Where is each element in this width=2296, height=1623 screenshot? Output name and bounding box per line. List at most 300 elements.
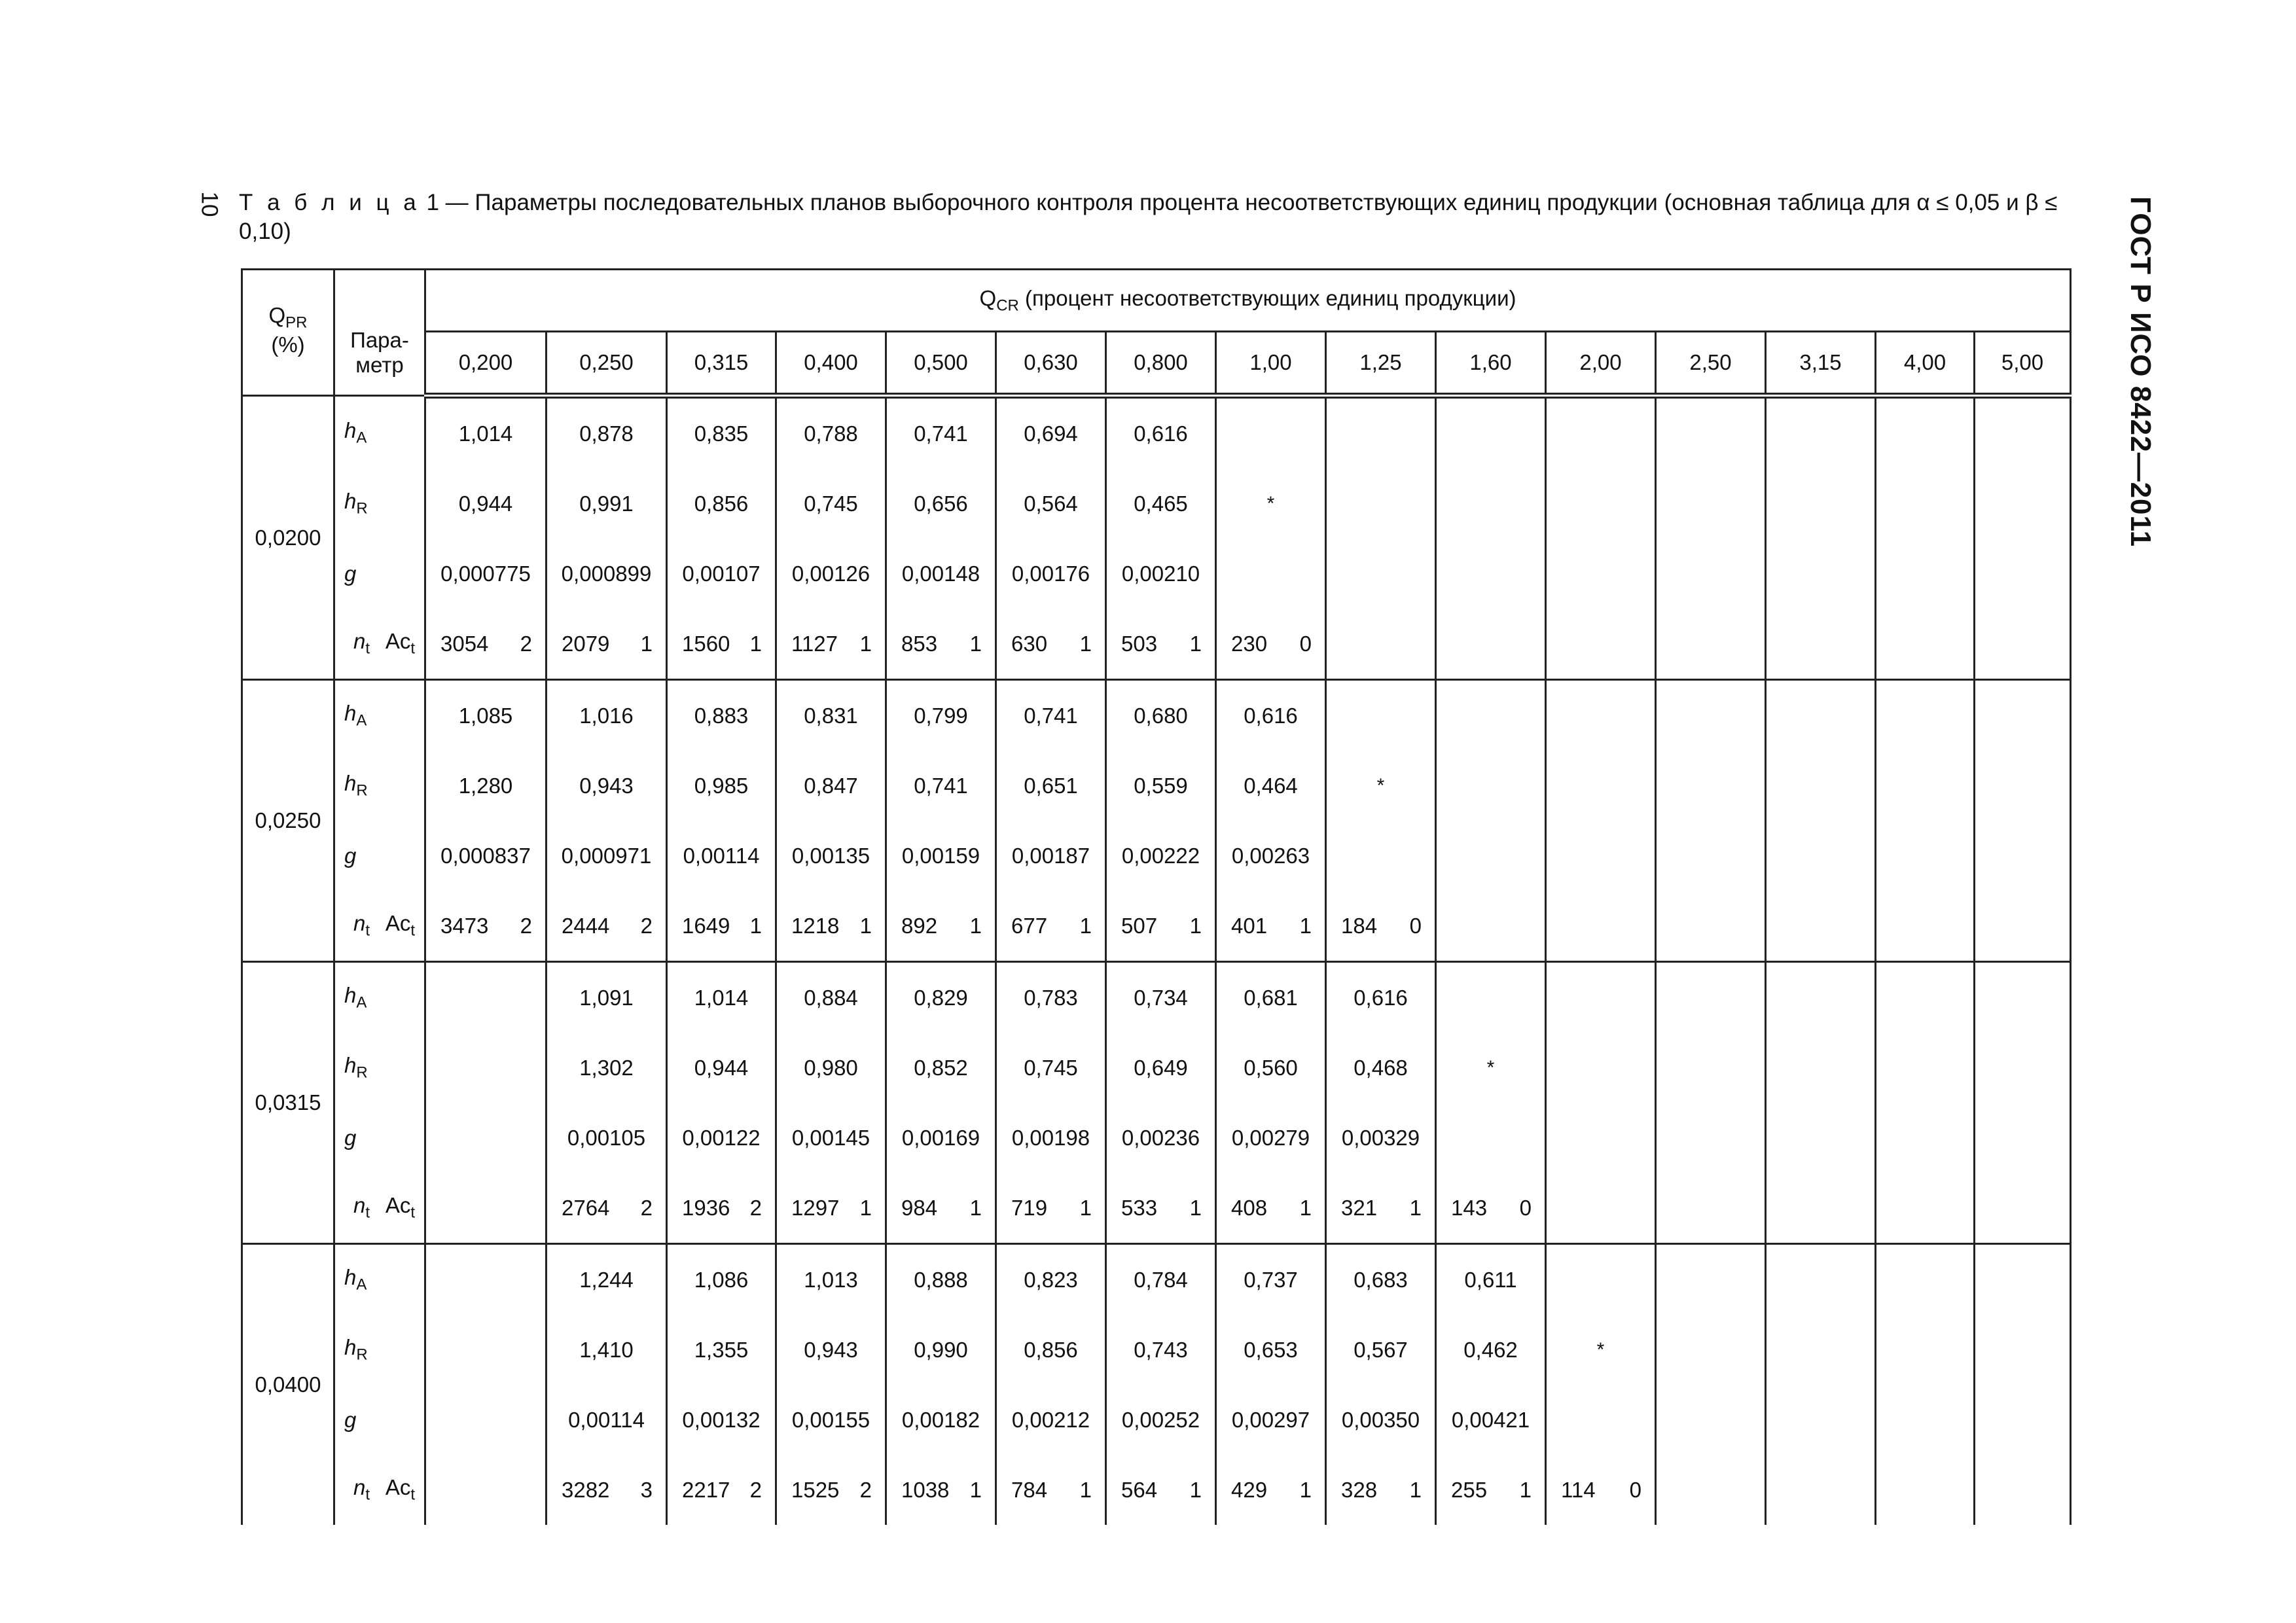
- table-cell: [425, 1033, 547, 1103]
- table-cell: 184 0: [1326, 891, 1436, 962]
- table-cell: [1975, 821, 2071, 891]
- table-cell: [1876, 1103, 1975, 1173]
- table-cell: [1975, 1173, 2071, 1244]
- table-cell: 984 1: [886, 1173, 996, 1244]
- param-label: $h_A$: [334, 1244, 425, 1315]
- table-cell: [1975, 962, 2071, 1033]
- table-cell: 0,611: [1436, 1244, 1546, 1315]
- table-cell: 143 0: [1436, 1173, 1546, 1244]
- table-cell: 3473 2: [425, 891, 547, 962]
- table-cell: 0,980: [776, 1033, 886, 1103]
- table-cell: 0,831: [776, 680, 886, 751]
- table-cell: 0,991: [547, 469, 667, 539]
- table-cell: [1876, 821, 1975, 891]
- table-cell: 0,694: [996, 396, 1106, 469]
- table-cell: [1436, 962, 1546, 1033]
- table-cell: [1766, 962, 1876, 1033]
- table-cell: [1766, 1455, 1876, 1525]
- table-cell: [1546, 821, 1656, 891]
- table-cell: 0,847: [776, 751, 886, 821]
- table-cell: [1436, 469, 1546, 539]
- table-cell: 0,00114: [667, 821, 776, 891]
- table-cell: 0,00198: [996, 1103, 1106, 1173]
- table-cell: 1,244: [547, 1244, 667, 1315]
- table-cell: 0,00145: [776, 1103, 886, 1173]
- qcr-column-header: 1,25: [1326, 332, 1436, 396]
- table-cell: 1,016: [547, 680, 667, 751]
- table-cell: 0,788: [776, 396, 886, 469]
- table-cell: [1876, 1455, 1975, 1525]
- table-cell: 1,280: [425, 751, 547, 821]
- table-cell: 0,00169: [886, 1103, 996, 1173]
- table-cell: 0,616: [1326, 962, 1436, 1033]
- table-cell: 0,000971: [547, 821, 667, 891]
- table-row: [242, 1455, 2071, 1525]
- table-cell: [1766, 1033, 1876, 1103]
- param-label: $n_t$ $Ac_t$: [334, 1455, 425, 1525]
- table-cell: 0,943: [776, 1315, 886, 1385]
- param-label: $h_R$: [334, 751, 425, 821]
- table-cell: [1436, 821, 1546, 891]
- table-cell: 1297 1: [776, 1173, 886, 1244]
- table-cell: *: [1216, 469, 1326, 539]
- table-cell: 0,000899: [547, 539, 667, 609]
- table-cell: 564 1: [1106, 1455, 1216, 1525]
- table-cell: [1546, 1244, 1656, 1315]
- qcr-column-header: 2,50: [1656, 332, 1766, 396]
- table-cell: [1975, 751, 2071, 821]
- table-cell: 0,000775: [425, 539, 547, 609]
- table-cell: *: [1326, 751, 1436, 821]
- table-cell: [1656, 680, 1766, 751]
- table-cell: [1656, 396, 1766, 469]
- param-label: $h_R$: [334, 1033, 425, 1103]
- qpr-value: 0,0200: [242, 396, 334, 680]
- table-cell: [1656, 539, 1766, 609]
- table-cell: 1038 1: [886, 1455, 996, 1525]
- table-cell: 0,00122: [667, 1103, 776, 1173]
- qcr-column-header: 0,400: [776, 332, 886, 396]
- table-cell: [1766, 751, 1876, 821]
- qcr-column-header: 2,00: [1546, 332, 1656, 396]
- table-cell: 1218 1: [776, 891, 886, 962]
- table-cell: [1975, 609, 2071, 680]
- table-cell: 2444 2: [547, 891, 667, 962]
- param-label: g: [334, 821, 425, 891]
- table-cell: 0,00236: [1106, 1103, 1216, 1173]
- table-cell: 2079 1: [547, 609, 667, 680]
- param-label: $h_A$: [334, 680, 425, 751]
- table-cell: [425, 962, 547, 1033]
- table-cell: [1546, 539, 1656, 609]
- table-cell: [1975, 396, 2071, 469]
- table-cell: 0,741: [996, 680, 1106, 751]
- table-cell: [1975, 469, 2071, 539]
- table-cell: 0,564: [996, 469, 1106, 539]
- table-cell: [1766, 1173, 1876, 1244]
- table-cell: *: [1436, 1033, 1546, 1103]
- table-cell: [1876, 1244, 1975, 1315]
- table-cell: [1546, 1385, 1656, 1455]
- table-cell: [1546, 1033, 1656, 1103]
- table-cell: 0,616: [1216, 680, 1326, 751]
- table-cell: [1656, 1244, 1766, 1315]
- table-cell: 0,737: [1216, 1244, 1326, 1315]
- page-number: 10: [196, 191, 223, 217]
- table-cell: [1975, 539, 2071, 609]
- table-cell: [1436, 396, 1546, 469]
- table-cell: [1216, 396, 1326, 469]
- table-cell: [1656, 821, 1766, 891]
- table-cell: 230 0: [1216, 609, 1326, 680]
- table-cell: [425, 1244, 547, 1315]
- param-label: g: [334, 539, 425, 609]
- qcr-column-header: 0,315: [667, 332, 776, 396]
- table-row: [242, 1385, 2071, 1455]
- table-cell: 0,00148: [886, 539, 996, 609]
- table-cell: 0,681: [1216, 962, 1326, 1033]
- table-cell: 0,00210: [1106, 539, 1216, 609]
- table-cell: [1546, 680, 1656, 751]
- table-cell: [1326, 609, 1436, 680]
- qpr-value: 0,0400: [242, 1244, 334, 1525]
- table-cell: 0,783: [996, 962, 1106, 1033]
- table-row: [242, 821, 2071, 891]
- table-cell: [1326, 469, 1436, 539]
- table-cell: 328 1: [1326, 1455, 1436, 1525]
- table-cell: [1876, 539, 1975, 609]
- qcr-column-header: 0,630: [996, 332, 1106, 396]
- table-row: [242, 962, 2071, 1033]
- table-cell: [1436, 680, 1546, 751]
- table-cell: [1876, 1033, 1975, 1103]
- table-cell: [1766, 1385, 1876, 1455]
- table-cell: 0,00263: [1216, 821, 1326, 891]
- table-cell: 0,00114: [547, 1385, 667, 1455]
- table-cell: 1,355: [667, 1315, 776, 1385]
- table-cell: 0,00279: [1216, 1103, 1326, 1173]
- param-label: $h_R$: [334, 469, 425, 539]
- table-cell: [1436, 891, 1546, 962]
- table-cell: [1876, 609, 1975, 680]
- table-cell: 0,00182: [886, 1385, 996, 1455]
- table-row: [242, 891, 2071, 962]
- table-cell: [1766, 821, 1876, 891]
- table-row: [242, 539, 2071, 609]
- table-cell: [1766, 539, 1876, 609]
- table-cell: [1876, 1173, 1975, 1244]
- qpr-header: $Q_{PR}$ (%): [242, 270, 334, 396]
- param-label: g: [334, 1103, 425, 1173]
- table-cell: 0,823: [996, 1244, 1106, 1315]
- param-label: $h_R$: [334, 1315, 425, 1385]
- table-cell: 114 0: [1546, 1455, 1656, 1525]
- param-label: $n_t$ $Ac_t$: [334, 1173, 425, 1244]
- table-cell: [1436, 751, 1546, 821]
- table-cell: [1975, 1103, 2071, 1173]
- table-cell: 0,616: [1106, 396, 1216, 469]
- table-cell: 3282 3: [547, 1455, 667, 1525]
- table-cell: 503 1: [1106, 609, 1216, 680]
- table-cell: 0,656: [886, 469, 996, 539]
- table-cell: 0,00176: [996, 539, 1106, 609]
- table-cell: 853 1: [886, 609, 996, 680]
- table-cell: 0,829: [886, 962, 996, 1033]
- table-cell: 0,00159: [886, 821, 996, 891]
- table-cell: 0,00135: [776, 821, 886, 891]
- table-cell: 0,567: [1326, 1315, 1436, 1385]
- table-row: [242, 1033, 2071, 1103]
- table-cell: [425, 1455, 547, 1525]
- table-caption: [239, 188, 2072, 246]
- table-cell: [1656, 609, 1766, 680]
- table-cell: [1546, 962, 1656, 1033]
- qcr-column-header: 5,00: [1975, 332, 2071, 396]
- table-cell: 533 1: [1106, 1173, 1216, 1244]
- table-row: [242, 1315, 2071, 1385]
- table-cell: 0,799: [886, 680, 996, 751]
- qcr-column-header: 0,500: [886, 332, 996, 396]
- table-cell: 0,00126: [776, 539, 886, 609]
- qcr-header: $Q_{CR}$ (процент несоответствующих единиц продукции): [425, 270, 2071, 332]
- table-cell: [1546, 1103, 1656, 1173]
- table-cell: 255 1: [1436, 1455, 1546, 1525]
- table-cell: 0,680: [1106, 680, 1216, 751]
- table-cell: 677 1: [996, 891, 1106, 962]
- table-cell: [1975, 1244, 2071, 1315]
- table-cell: [1766, 609, 1876, 680]
- qcr-column-header: 4,00: [1876, 332, 1975, 396]
- table-cell: 784 1: [996, 1455, 1106, 1525]
- table-cell: 0,468: [1326, 1033, 1436, 1103]
- table-cell: 1,013: [776, 1244, 886, 1315]
- table-cell: 0,00350: [1326, 1385, 1436, 1455]
- table-cell: 0,852: [886, 1033, 996, 1103]
- table-row: [242, 751, 2071, 821]
- table-cell: [1656, 1315, 1766, 1385]
- table-cell: [1656, 1173, 1766, 1244]
- table-row: [242, 469, 2071, 539]
- table-cell: [1975, 1315, 2071, 1385]
- table-cell: [1766, 1244, 1876, 1315]
- table-cell: 0,00132: [667, 1385, 776, 1455]
- table-cell: 0,743: [1106, 1315, 1216, 1385]
- table-cell: 0,856: [667, 469, 776, 539]
- parameters-table: [241, 268, 2072, 1525]
- table-cell: [1975, 1033, 2071, 1103]
- table-cell: [1766, 891, 1876, 962]
- table-cell: 0,835: [667, 396, 776, 469]
- qpr-value: 0,0315: [242, 962, 334, 1244]
- table-cell: 0,649: [1106, 1033, 1216, 1103]
- table-cell: 0,00155: [776, 1385, 886, 1455]
- table-cell: 0,653: [1216, 1315, 1326, 1385]
- qcr-column-header: 0,200: [425, 332, 547, 396]
- table-row: [242, 680, 2071, 751]
- table-cell: [1546, 609, 1656, 680]
- table-cell: 2764 2: [547, 1173, 667, 1244]
- table-cell: [425, 1103, 547, 1173]
- table-cell: [1876, 1315, 1975, 1385]
- table-row: [242, 1173, 2071, 1244]
- table-cell: 0,00222: [1106, 821, 1216, 891]
- table-cell: 0,651: [996, 751, 1106, 821]
- table-cell: 630 1: [996, 609, 1106, 680]
- table-cell: 0,741: [886, 396, 996, 469]
- table-cell: 0,990: [886, 1315, 996, 1385]
- table-cell: [1766, 1103, 1876, 1173]
- table-cell: [1876, 1385, 1975, 1455]
- table-cell: *: [1546, 1315, 1656, 1385]
- table-cell: [1326, 396, 1436, 469]
- standard-header: ГОСТ Р ИСО 8422—2011: [2125, 196, 2157, 548]
- table-cell: 0,856: [996, 1315, 1106, 1385]
- table-cell: [1436, 1103, 1546, 1173]
- table-cell: 0,00187: [996, 821, 1106, 891]
- table-cell: 0,00212: [996, 1385, 1106, 1455]
- table-cell: [1326, 821, 1436, 891]
- table-cell: [1436, 609, 1546, 680]
- table-row: [242, 1103, 2071, 1173]
- table-cell: 321 1: [1326, 1173, 1436, 1244]
- qcr-column-header: 3,15: [1766, 332, 1876, 396]
- table-cell: 0,00297: [1216, 1385, 1326, 1455]
- table-cell: 0,888: [886, 1244, 996, 1315]
- table-cell: 0,683: [1326, 1244, 1436, 1315]
- table-cell: [1656, 1385, 1766, 1455]
- table-cell: 0,985: [667, 751, 776, 821]
- table-cell: 0,944: [425, 469, 547, 539]
- table-cell: [1656, 1033, 1766, 1103]
- table-cell: [1766, 396, 1876, 469]
- table-cell: 3054 2: [425, 609, 547, 680]
- table-cell: 429 1: [1216, 1455, 1326, 1525]
- table-cell: 401 1: [1216, 891, 1326, 962]
- table-cell: 0,559: [1106, 751, 1216, 821]
- caption-prefix: Т а б л и ц а: [239, 190, 420, 215]
- table-cell: 507 1: [1106, 891, 1216, 962]
- table-cell: [1975, 891, 2071, 962]
- table-cell: [1546, 469, 1656, 539]
- table-cell: 0,00107: [667, 539, 776, 609]
- table-row: [242, 609, 2071, 680]
- table-cell: 0,465: [1106, 469, 1216, 539]
- table-cell: 0,883: [667, 680, 776, 751]
- table-cell: [1216, 539, 1326, 609]
- table-cell: 0,734: [1106, 962, 1216, 1033]
- table-cell: [425, 1315, 547, 1385]
- qcr-column-header: 1,00: [1216, 332, 1326, 396]
- table-cell: [1975, 1385, 2071, 1455]
- table-cell: [1326, 680, 1436, 751]
- table-cell: 1,410: [547, 1315, 667, 1385]
- table-cell: 0,784: [1106, 1244, 1216, 1315]
- table-cell: [1766, 469, 1876, 539]
- param-label: $n_t$ $Ac_t$: [334, 891, 425, 962]
- table-cell: 0,878: [547, 396, 667, 469]
- param-header: Пара- метр: [334, 270, 425, 396]
- table-cell: 1560 1: [667, 609, 776, 680]
- qcr-column-header: 0,800: [1106, 332, 1216, 396]
- table-cell: 1649 1: [667, 891, 776, 962]
- table-cell: 0,745: [996, 1033, 1106, 1103]
- table-cell: 1,014: [667, 962, 776, 1033]
- param-label: $h_A$: [334, 396, 425, 469]
- table-cell: 0,745: [776, 469, 886, 539]
- table-cell: [1656, 1455, 1766, 1525]
- table-cell: [1656, 962, 1766, 1033]
- table-cell: 1,091: [547, 962, 667, 1033]
- param-label: $h_A$: [334, 962, 425, 1033]
- table-cell: [1546, 1173, 1656, 1244]
- table-row: [242, 1244, 2071, 1315]
- table-cell: 0,464: [1216, 751, 1326, 821]
- table-cell: [1546, 751, 1656, 821]
- table-cell: [1546, 396, 1656, 469]
- table-cell: [1876, 891, 1975, 962]
- table-cell: [1326, 539, 1436, 609]
- table-cell: [1975, 680, 2071, 751]
- table-cell: [1876, 680, 1975, 751]
- table-cell: [1975, 1455, 2071, 1525]
- table-cell: 1,086: [667, 1244, 776, 1315]
- table-row: [242, 396, 2071, 469]
- param-label: $n_t$ $Ac_t$: [334, 609, 425, 680]
- table-cell: 0,00421: [1436, 1385, 1546, 1455]
- table-cell: 0,741: [886, 751, 996, 821]
- table-cell: 0,944: [667, 1033, 776, 1103]
- param-label: g: [334, 1385, 425, 1455]
- table-cell: [1876, 469, 1975, 539]
- table-cell: [1656, 469, 1766, 539]
- table-cell: 0,943: [547, 751, 667, 821]
- table-cell: 1127 1: [776, 609, 886, 680]
- table-cell: 719 1: [996, 1173, 1106, 1244]
- table-cell: [425, 1173, 547, 1244]
- table-cell: 0,00329: [1326, 1103, 1436, 1173]
- table-cell: 408 1: [1216, 1173, 1326, 1244]
- table-cell: 0,884: [776, 962, 886, 1033]
- table-cell: [1546, 891, 1656, 962]
- table-cell: 1525 2: [776, 1455, 886, 1525]
- table-cell: 1,085: [425, 680, 547, 751]
- qcr-column-header: 1,60: [1436, 332, 1546, 396]
- qpr-value: 0,0250: [242, 680, 334, 962]
- caption-text: 1 — Параметры последовательных планов выборочного контроля процента несоответствующих единиц продукции (основная таблица для α ≤ 0,05 и β ≤ 0,10): [239, 190, 2058, 244]
- table-cell: [1876, 751, 1975, 821]
- qcr-column-header: 0,250: [547, 332, 667, 396]
- table-cell: [1766, 680, 1876, 751]
- table-cell: [425, 1385, 547, 1455]
- table-cell: [1656, 1103, 1766, 1173]
- table-cell: 0,00105: [547, 1103, 667, 1173]
- table-cell: 892 1: [886, 891, 996, 962]
- table-cell: 2217 2: [667, 1455, 776, 1525]
- table-cell: 0,560: [1216, 1033, 1326, 1103]
- table-cell: [1656, 891, 1766, 962]
- table-cell: 0,00252: [1106, 1385, 1216, 1455]
- table-cell: 1,014: [425, 396, 547, 469]
- table-cell: [1876, 396, 1975, 469]
- table-cell: [1876, 962, 1975, 1033]
- table-cell: 0,000837: [425, 821, 547, 891]
- table-cell: [1656, 751, 1766, 821]
- table-cell: 0,462: [1436, 1315, 1546, 1385]
- table-cell: [1436, 539, 1546, 609]
- table-cell: 1,302: [547, 1033, 667, 1103]
- table-cell: [1766, 1315, 1876, 1385]
- table-cell: 1936 2: [667, 1173, 776, 1244]
